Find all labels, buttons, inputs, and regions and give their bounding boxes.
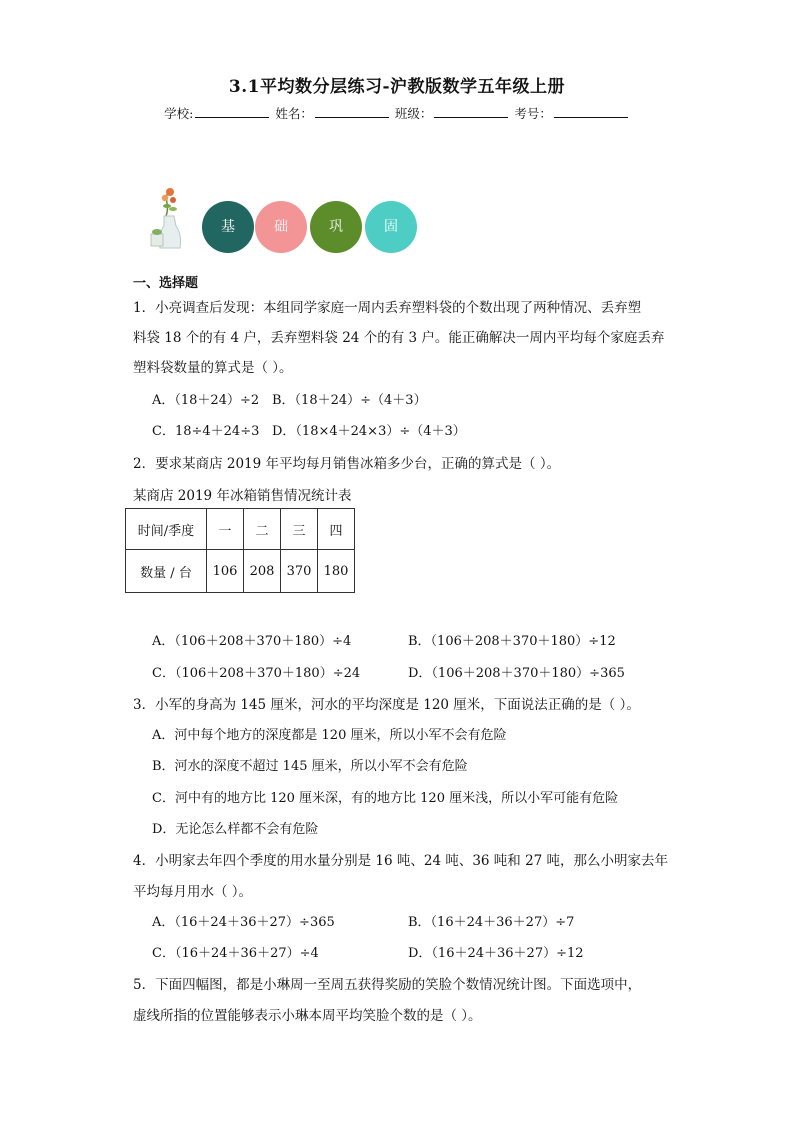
banner-circle-3: 巩 bbox=[310, 201, 362, 253]
name-label: 姓名： bbox=[275, 106, 313, 121]
q2-table-caption: 某商店 2019 年冰箱销售情况统计表 bbox=[133, 488, 352, 504]
q1-option-c[interactable]: C．18÷4＋24÷3 bbox=[152, 424, 260, 439]
table-header-cell: 时间/季度 bbox=[126, 509, 207, 550]
q4-option-a[interactable]: A．（16＋24＋36＋27）÷365 bbox=[152, 915, 335, 930]
q4-line1: 4．小明家去年四个季度的用水量分别是 16 吨、24 吨、36 吨和 27 吨，那么小明家去年 bbox=[133, 853, 669, 869]
q3-option-c[interactable]: C．河中有的地方比 120 厘米深，有的地方比 120 厘米浅，所以小军可能有危险 bbox=[152, 791, 619, 806]
table-header-cell: 二 bbox=[244, 509, 281, 550]
q1-line1: 1．小亮调查后发现：本组同学家庭一周内丢弃塑料袋的个数出现了两种情况、丢弃塑 bbox=[133, 300, 642, 316]
table-cell: 数量 / 台 bbox=[126, 550, 207, 593]
q2-option-a[interactable]: A．（106＋208＋370＋180）÷4 bbox=[152, 634, 352, 649]
q5-line1: 5．下面四幅图，都是小琳周一至周五获得奖励的笑脸个数情况统计图。下面选项中， bbox=[133, 977, 642, 993]
q3-option-b[interactable]: B．河水的深度不超过 145 厘米，所以小军不会有危险 bbox=[152, 759, 468, 774]
exam-no-label: 考号： bbox=[514, 106, 552, 121]
section-heading: 一、选择题 bbox=[133, 276, 199, 291]
class-blank[interactable] bbox=[434, 105, 508, 118]
q2-option-c[interactable]: C．（106＋208＋370＋180）÷24 bbox=[152, 666, 361, 681]
q1-line3: 塑料袋数量的算式是（ ）。 bbox=[133, 360, 293, 376]
table-row bbox=[126, 550, 355, 593]
q4-line2: 平均每月用水（ ）。 bbox=[133, 884, 253, 900]
table-header-cell: 三 bbox=[281, 509, 318, 550]
q1-line2: 料袋 18 个的有 4 户，丢弃塑料袋 24 个的有 3 户。能正确解决一周内平均每个家庭丢弃 bbox=[133, 330, 665, 346]
student-info-line bbox=[0, 104, 794, 122]
q2-option-d[interactable]: D．（106＋208＋370＋180）÷365 bbox=[408, 666, 625, 681]
banner-circle-4: 固 bbox=[365, 201, 417, 253]
q2-option-b[interactable]: B．（106＋208＋370＋180）÷12 bbox=[408, 634, 616, 649]
q1-option-b[interactable]: B．（18＋24）÷（4＋3） bbox=[272, 393, 427, 408]
q4-option-d[interactable]: D．（16＋24＋36＋27）÷12 bbox=[408, 946, 584, 961]
table-header-cell: 四 bbox=[318, 509, 355, 550]
table-header-cell: 一 bbox=[207, 509, 244, 550]
q3-option-d[interactable]: D．无论怎么样都不会有危险 bbox=[152, 822, 319, 837]
exam-no-blank[interactable] bbox=[554, 105, 628, 118]
table-cell: 370 bbox=[281, 550, 318, 593]
class-label: 班级： bbox=[394, 106, 433, 121]
q3-line1: 3．小军的身高为 145 厘米，河水的平均深度是 120 厘米，下面说法正确的是（ ）。 bbox=[133, 697, 640, 713]
table-row bbox=[126, 509, 355, 550]
q4-option-c[interactable]: C．（16＋24＋36＋27）÷4 bbox=[152, 946, 319, 961]
page-title: 3.1平均数分层练习-沪教版数学五年级上册 bbox=[228, 77, 566, 97]
banner-circle-1: 基 bbox=[202, 201, 254, 253]
school-label: 学校: bbox=[164, 106, 194, 121]
q5-line2: 虚线所指的位置能够表示小琳本周平均笑脸个数的是（ ）。 bbox=[133, 1008, 482, 1024]
q2-data-table bbox=[125, 508, 355, 593]
q1-option-a[interactable]: A．（18＋24）÷2 bbox=[152, 393, 260, 408]
name-blank[interactable] bbox=[315, 105, 389, 118]
q2-line1: 2．要求某商店 2019 年平均每月销售冰箱多少台，正确的算式是（ ）。 bbox=[133, 456, 561, 472]
q3-option-a[interactable]: A．河中每个地方的深度都是 120 厘米，所以小军不会有危险 bbox=[152, 728, 507, 743]
q1-option-d[interactable]: D．（18×4＋24×3）÷（4＋3） bbox=[272, 424, 466, 439]
school-blank[interactable] bbox=[195, 105, 269, 118]
table-cell: 180 bbox=[318, 550, 355, 593]
table-cell: 208 bbox=[244, 550, 281, 593]
plant-vase-icon bbox=[146, 186, 194, 252]
banner-circle-2: 础 bbox=[255, 201, 307, 253]
q4-option-b[interactable]: B．（16＋24＋36＋27）÷7 bbox=[408, 915, 575, 930]
table-cell: 106 bbox=[207, 550, 244, 593]
